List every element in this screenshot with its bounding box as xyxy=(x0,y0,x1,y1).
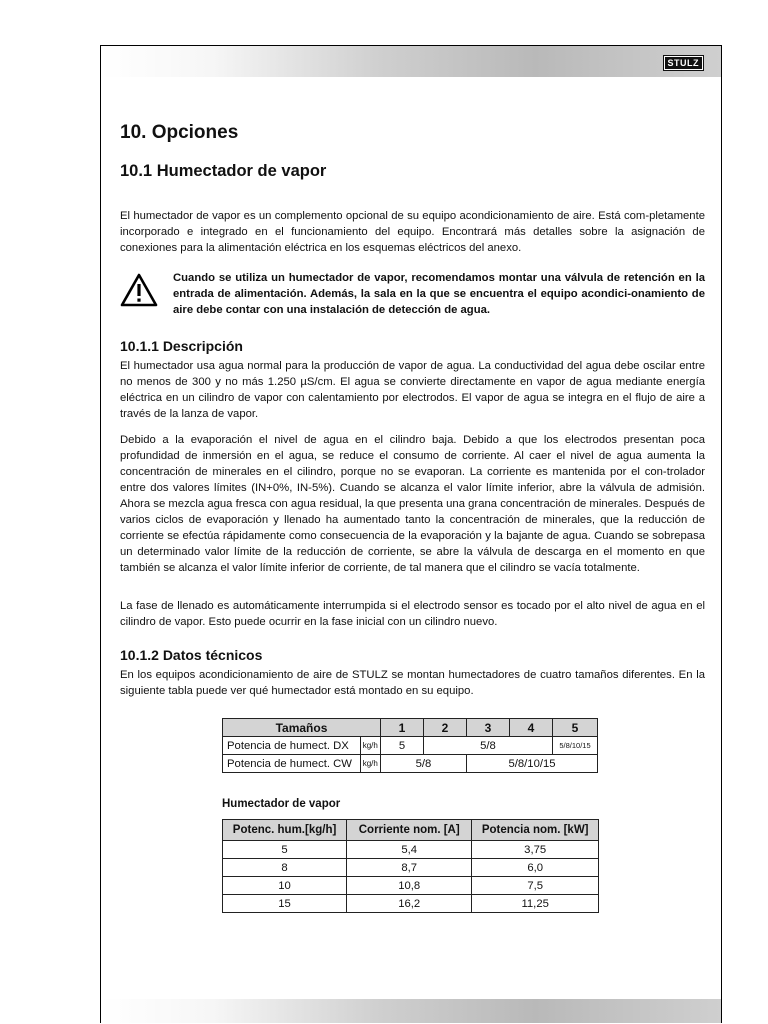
table-row xyxy=(223,859,599,877)
current-cell: 16,2 xyxy=(347,895,472,913)
document-page xyxy=(100,45,722,1023)
header-capacity: Potenc. hum.[kg/h] xyxy=(223,820,347,841)
capacity-cell: 15 xyxy=(223,895,347,913)
header-power: Potencia nom. [kW] xyxy=(472,820,599,841)
description-paragraph-1: El humectador usa agua normal para la producción de vapor de agua. La conductividad del agua debe oscilar entre no menos de 300 y no más 1.250 µS/cm. El agua se convierte directamente en vapor de agua mediante energía eléctrica en un cilindro de vapor con calentamiento por electrodos. El vapor de agua se integra en el flujo de aire a través de la lanza de vapor. xyxy=(120,360,705,420)
technical-data-paragraph: En los equipos acondicionamiento de aire de STULZ se montan humectadores de cuatro tamaños diferentes. En la siguiente tabla puede ver qué humectador está montado en su equipo. xyxy=(120,669,705,697)
header-band xyxy=(101,46,721,77)
description-paragraph-3: La fase de llenado es automáticamente interrumpida si el electrodo sensor es tocado por el alto nivel de agua en el cilindro de vapor. Esto puede ocurrir en la fase inicial con un cilindro nuevo. xyxy=(120,600,705,628)
power-cell: 7,5 xyxy=(472,877,599,895)
cw-label: Potencia de humect. CW xyxy=(223,755,361,773)
sizes-table xyxy=(222,718,598,773)
cw-unit: kg/h xyxy=(360,755,380,773)
warning-block xyxy=(120,270,705,320)
cw-size-1-2: 5/8 xyxy=(381,755,467,773)
sizes-header-label: Tamaños xyxy=(223,719,381,737)
current-cell: 5,4 xyxy=(347,841,472,859)
technical-data-title: 10.1.2 Datos técnicos xyxy=(120,647,263,663)
capacity-cell: 10 xyxy=(223,877,347,895)
dx-size-1: 5 xyxy=(381,737,424,755)
sizes-row-cw xyxy=(223,755,598,773)
sizes-table-header xyxy=(223,719,598,737)
dx-label: Potencia de humect. DX xyxy=(223,737,361,755)
humidifier-table-header xyxy=(223,820,599,841)
current-cell: 8,7 xyxy=(347,859,472,877)
table-row xyxy=(223,841,599,859)
size-3-header: 3 xyxy=(467,719,510,737)
table-row xyxy=(223,877,599,895)
size-2-header: 2 xyxy=(424,719,467,737)
power-cell: 11,25 xyxy=(472,895,599,913)
warning-text: Cuando se utiliza un humectador de vapor, recomendamos montar una válvula de retención en la entrada de alimentación. Además, la sala en la que se encuentra el equipo acondici-onamiento de aire debe contar con una instalación de detección de agua. xyxy=(173,272,705,316)
current-cell: 10,8 xyxy=(347,877,472,895)
dx-size-5: 5/8/10/15 xyxy=(553,737,598,755)
footer-band xyxy=(101,999,721,1023)
size-5-header: 5 xyxy=(553,719,598,737)
stulz-logo: STULZ xyxy=(664,56,704,70)
description-paragraph-2: Debido a la evaporación el nivel de agua en el cilindro baja. Debido a que los electrodos presentan poca profundidad de inmersión en el agua, se reduce el consumo de corriente. Al caer el nivel de agua aumenta la concentración de minerales en el cilindro, porque no se evaporan. La corriente es mantenida por el con-trolador entre dos valores límites (IN+0%, IN-5%). Cuando se alcanza el valor límite inferior, abre la válvula de admisión. Ahora se mezcla agua fresca con agua residual, la que presenta una grana concentración de minerales. Después de varios ciclos de evaporación y llenado ha aumentado tanto la concentración de minerales, que la reducción de corriente se efectúa rápidamente como consecuencia de la evaporación y la bajante de agua. Cuando se sobrepasa un determinado valor límite de la reducción de corriente, se abre la válvula de descarga en el momento en que también se alcanza el valor límite inferior de corriente, de tal manera que el cilindro se vacía totalmente. xyxy=(120,434,705,574)
size-1-header: 1 xyxy=(381,719,424,737)
capacity-cell: 8 xyxy=(223,859,347,877)
humidifier-table-caption: Humectador de vapor xyxy=(222,798,341,810)
power-cell: 3,75 xyxy=(472,841,599,859)
dx-size-2-4: 5/8 xyxy=(424,737,553,755)
dx-unit: kg/h xyxy=(360,737,380,755)
sizes-row-dx xyxy=(223,737,598,755)
table-row xyxy=(223,895,599,913)
warning-triangle-icon xyxy=(120,273,158,307)
description-title: 10.1.1 Descripción xyxy=(120,338,243,354)
power-cell: 6,0 xyxy=(472,859,599,877)
section-title: 10.1 Humectador de vapor xyxy=(120,162,327,180)
capacity-cell: 5 xyxy=(223,841,347,859)
size-4-header: 4 xyxy=(510,719,553,737)
chapter-title: 10. Opciones xyxy=(120,122,239,143)
intro-paragraph: El humectador de vapor es un complemento opcional de su equipo acondicionamiento de aire. Está com-pletamente incorporado e integrado en el funcionamiento del equipo. Encontrará más detalles sobre la asignación de conexiones para la alimentación eléctrica en los esquemas eléctricos del anexo. xyxy=(120,210,705,254)
humidifier-table xyxy=(222,819,599,913)
header-current: Corriente nom. [A] xyxy=(347,820,472,841)
cw-size-3-5: 5/8/10/15 xyxy=(467,755,598,773)
